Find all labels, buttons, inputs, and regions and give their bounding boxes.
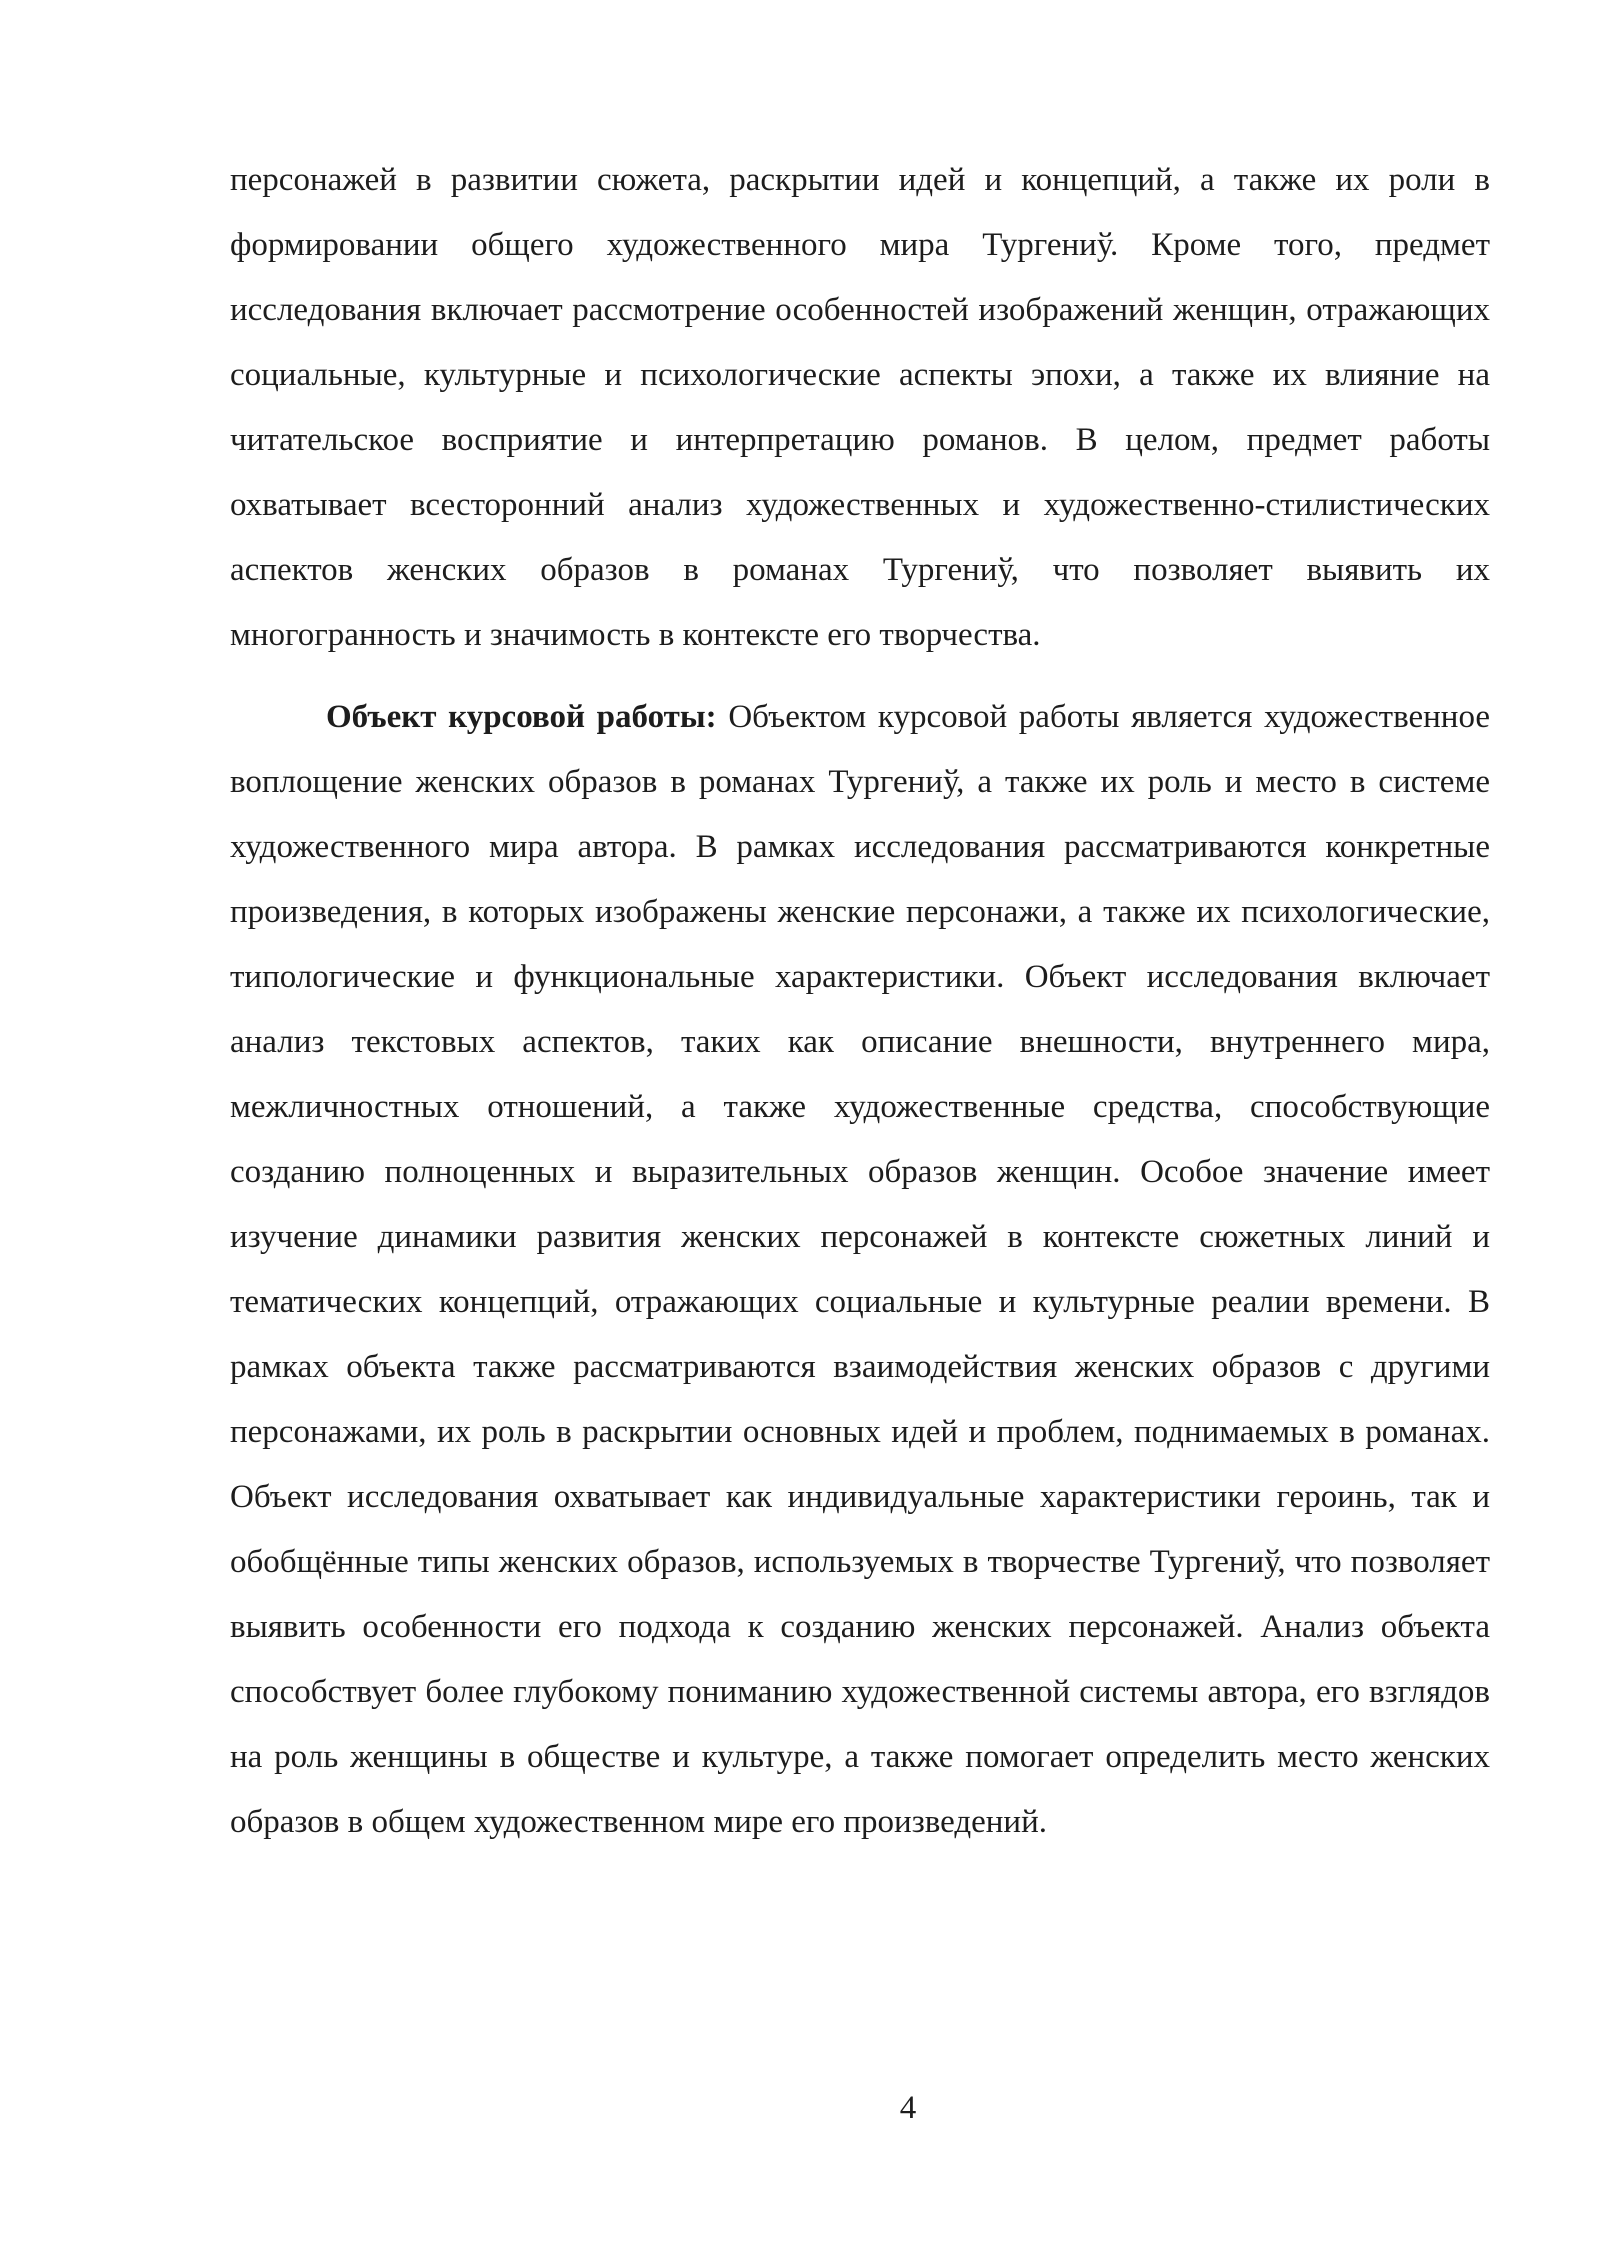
paragraph-object-heading: Объект курсовой работы: — [326, 699, 717, 735]
paragraph-subject-continuation: персонажей в развитии сюжета, раскрытии идей и концепций, а также их роли в формировании общего художественного мира Тургениў. Кроме того, предмет исследования включает рассмотрение особенностей изображений женщин, отражающих социальные, культурные и психологические аспекты эпохи, а также их влияние на читательское восприятие и интерпретацию романов. В целом, предмет работы охватывает всесторонний анализ художественных и художественно-стилистических аспектов женских образов в романах Тургениў, что позволяет выявить их многогранность и значимость в контексте его творчества. — [230, 162, 1490, 653]
page-number: 4 — [899, 2090, 917, 2126]
paragraph-object — [230, 685, 1490, 1855]
paragraph-object-text: Объектом курсовой работы является художественное воплощение женских образов в романах Тургениў, а также их роль и место в системе художественного мира автора. В рамках исследования рассматриваются конкретные произведения, в которых изображены женские персонажи, а также их психологические, типологические и функциональные характеристики. Объект исследования включает анализ текстовых аспектов, таких как описание внешности, внутреннего мира, межличностных отношений, а также художественные средства, способствующие созданию полноценных и выразительных образов женщин. Особое значение имеет изучение динамики развития женских персонажей в контексте сюжетных линий и тематических концепций, отражающих социальные и культурные реалии времени. В рамках объекта также рассматриваются взаимодействия женских образов с другими персонажами, их роль в раскрытии основных идей и проблем, поднимаемых в романах. Объект исследования охватывает как индивидуальные характеристики героинь, так и обобщённые типы женских образов, используемых в творчестве Тургениў, что позволяет выявить особенности его подхода к созданию женских персонажей. Анализ объекта способствует более глубокому пониманию художественной системы автора, его взглядов на роль женщины в обществе и культуре, а также помогает определить место женских образов в общем художественном мире его произведений. — [230, 699, 1490, 1840]
body-text — [230, 148, 1490, 1855]
